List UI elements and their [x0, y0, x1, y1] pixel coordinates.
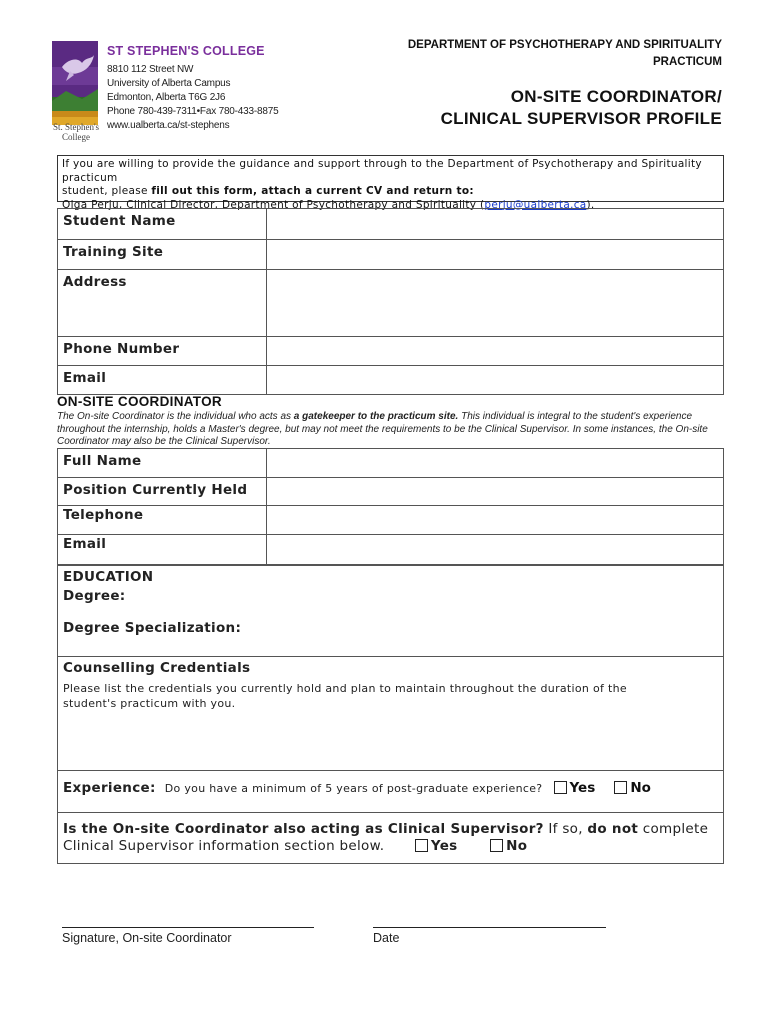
telephone-field[interactable]: [267, 506, 723, 534]
supervisor-no-checkbox[interactable]: [490, 839, 503, 852]
contact-email-link[interactable]: perju@ualberta.ca: [484, 198, 587, 211]
address-label: Address: [58, 270, 267, 336]
logo-caption: St. Stephen's College: [52, 122, 100, 142]
department-heading: DEPARTMENT OF PSYCHOTHERAPY AND SPIRITUALITY PRACTICUM: [407, 39, 722, 68]
full-name-field[interactable]: [267, 449, 723, 477]
student-info-table: [57, 208, 724, 395]
college-logo: [52, 41, 98, 125]
intro-instructions: If you are willing to provide the guidance and support through to the Department of Psychotherapy and Spirituality practicum student, please fill out this form, attach a current CV and return to: Olga Perju, Clinical Director, Department of Psychotherapy and Spirituality (perju@ualberta.ca).: [57, 155, 724, 202]
college-name: ST STEPHEN'S COLLEGE: [107, 44, 265, 58]
full-name-label: Full Name: [58, 449, 267, 477]
student-name-field[interactable]: [267, 209, 723, 239]
telephone-label: Telephone: [58, 506, 267, 534]
address-field[interactable]: [267, 270, 723, 336]
experience-no-option[interactable]: No: [614, 777, 651, 796]
address-line-phone: Phone 780-439-7311•Fax 780-433-8875: [107, 106, 279, 117]
experience-yes-option[interactable]: Yes: [554, 777, 596, 796]
experience-box: [57, 770, 724, 813]
experience-no-checkbox[interactable]: [614, 781, 627, 794]
signature-line[interactable]: [62, 927, 314, 928]
form-title: ON-SITE COORDINATOR/ CLINICAL SUPERVISOR PROFILE: [440, 87, 722, 128]
signature-label: Signature, On-site Coordinator: [62, 931, 232, 945]
supervisor-question-line2: Clinical Supervisor information section below. Yes No: [63, 838, 528, 854]
student-email-label: Email: [58, 366, 267, 394]
phone-number-field[interactable]: [267, 337, 723, 365]
onsite-coordinator-section: [57, 394, 724, 449]
address-line-city: Edmonton, Alberta T6G 2J6: [107, 92, 226, 103]
credentials-box[interactable]: [57, 656, 724, 771]
coordinator-email-field[interactable]: [267, 535, 723, 564]
coordinator-email-label: Email: [58, 535, 267, 564]
onsite-coordinator-heading: ON-SITE COORDINATOR: [57, 394, 222, 409]
education-box[interactable]: [57, 565, 724, 657]
training-site-field[interactable]: [267, 240, 723, 269]
position-field[interactable]: [267, 478, 723, 505]
degree-label: Degree:: [63, 588, 126, 604]
supervisor-yes-option[interactable]: Yes: [415, 838, 458, 854]
training-site-label: Training Site: [58, 240, 267, 269]
experience-yes-checkbox[interactable]: [554, 781, 567, 794]
student-name-label: Student Name: [58, 209, 267, 239]
onsite-coordinator-description: The On-site Coordinator is the individual who acts as a gatekeeper to the practicum site. This individual is integral to the student's experience throughout the internship, holds a Master's degree, but may not meet the requirements to be the Clinical Supervisor. In some instances, the On-site Coordinator may also be the Clinical Supervisor.: [57, 411, 708, 448]
supervisor-question-box: [57, 812, 724, 864]
student-email-field[interactable]: [267, 366, 723, 394]
experience-question: Do you have a minimum of 5 years of post-graduate experience?: [164, 782, 543, 795]
date-line[interactable]: [373, 927, 606, 928]
credentials-instructions: Please list the credentials you currently hold and plan to maintain throughout the duration of the student's practicum with you.: [63, 682, 627, 710]
education-heading: EDUCATION: [63, 569, 154, 585]
credentials-heading: Counselling Credentials: [63, 660, 251, 676]
address-line-campus: University of Alberta Campus: [107, 78, 231, 89]
supervisor-question: Is the On-site Coordinator also acting as Clinical Supervisor? If so, do not complete: [63, 821, 709, 837]
supervisor-yes-checkbox[interactable]: [415, 839, 428, 852]
date-label: Date: [373, 931, 400, 945]
address-line-street: 8810 112 Street NW: [107, 64, 194, 75]
supervisor-no-option[interactable]: No: [490, 838, 527, 854]
experience-label: Experience:: [63, 780, 156, 796]
phone-number-label: Phone Number: [58, 337, 267, 365]
address-line-website: www.ualberta.ca/st-stephens: [107, 120, 230, 131]
position-label: Position Currently Held: [58, 478, 267, 505]
onsite-coordinator-table: [57, 448, 724, 565]
degree-specialization-label: Degree Specialization:: [63, 620, 242, 636]
